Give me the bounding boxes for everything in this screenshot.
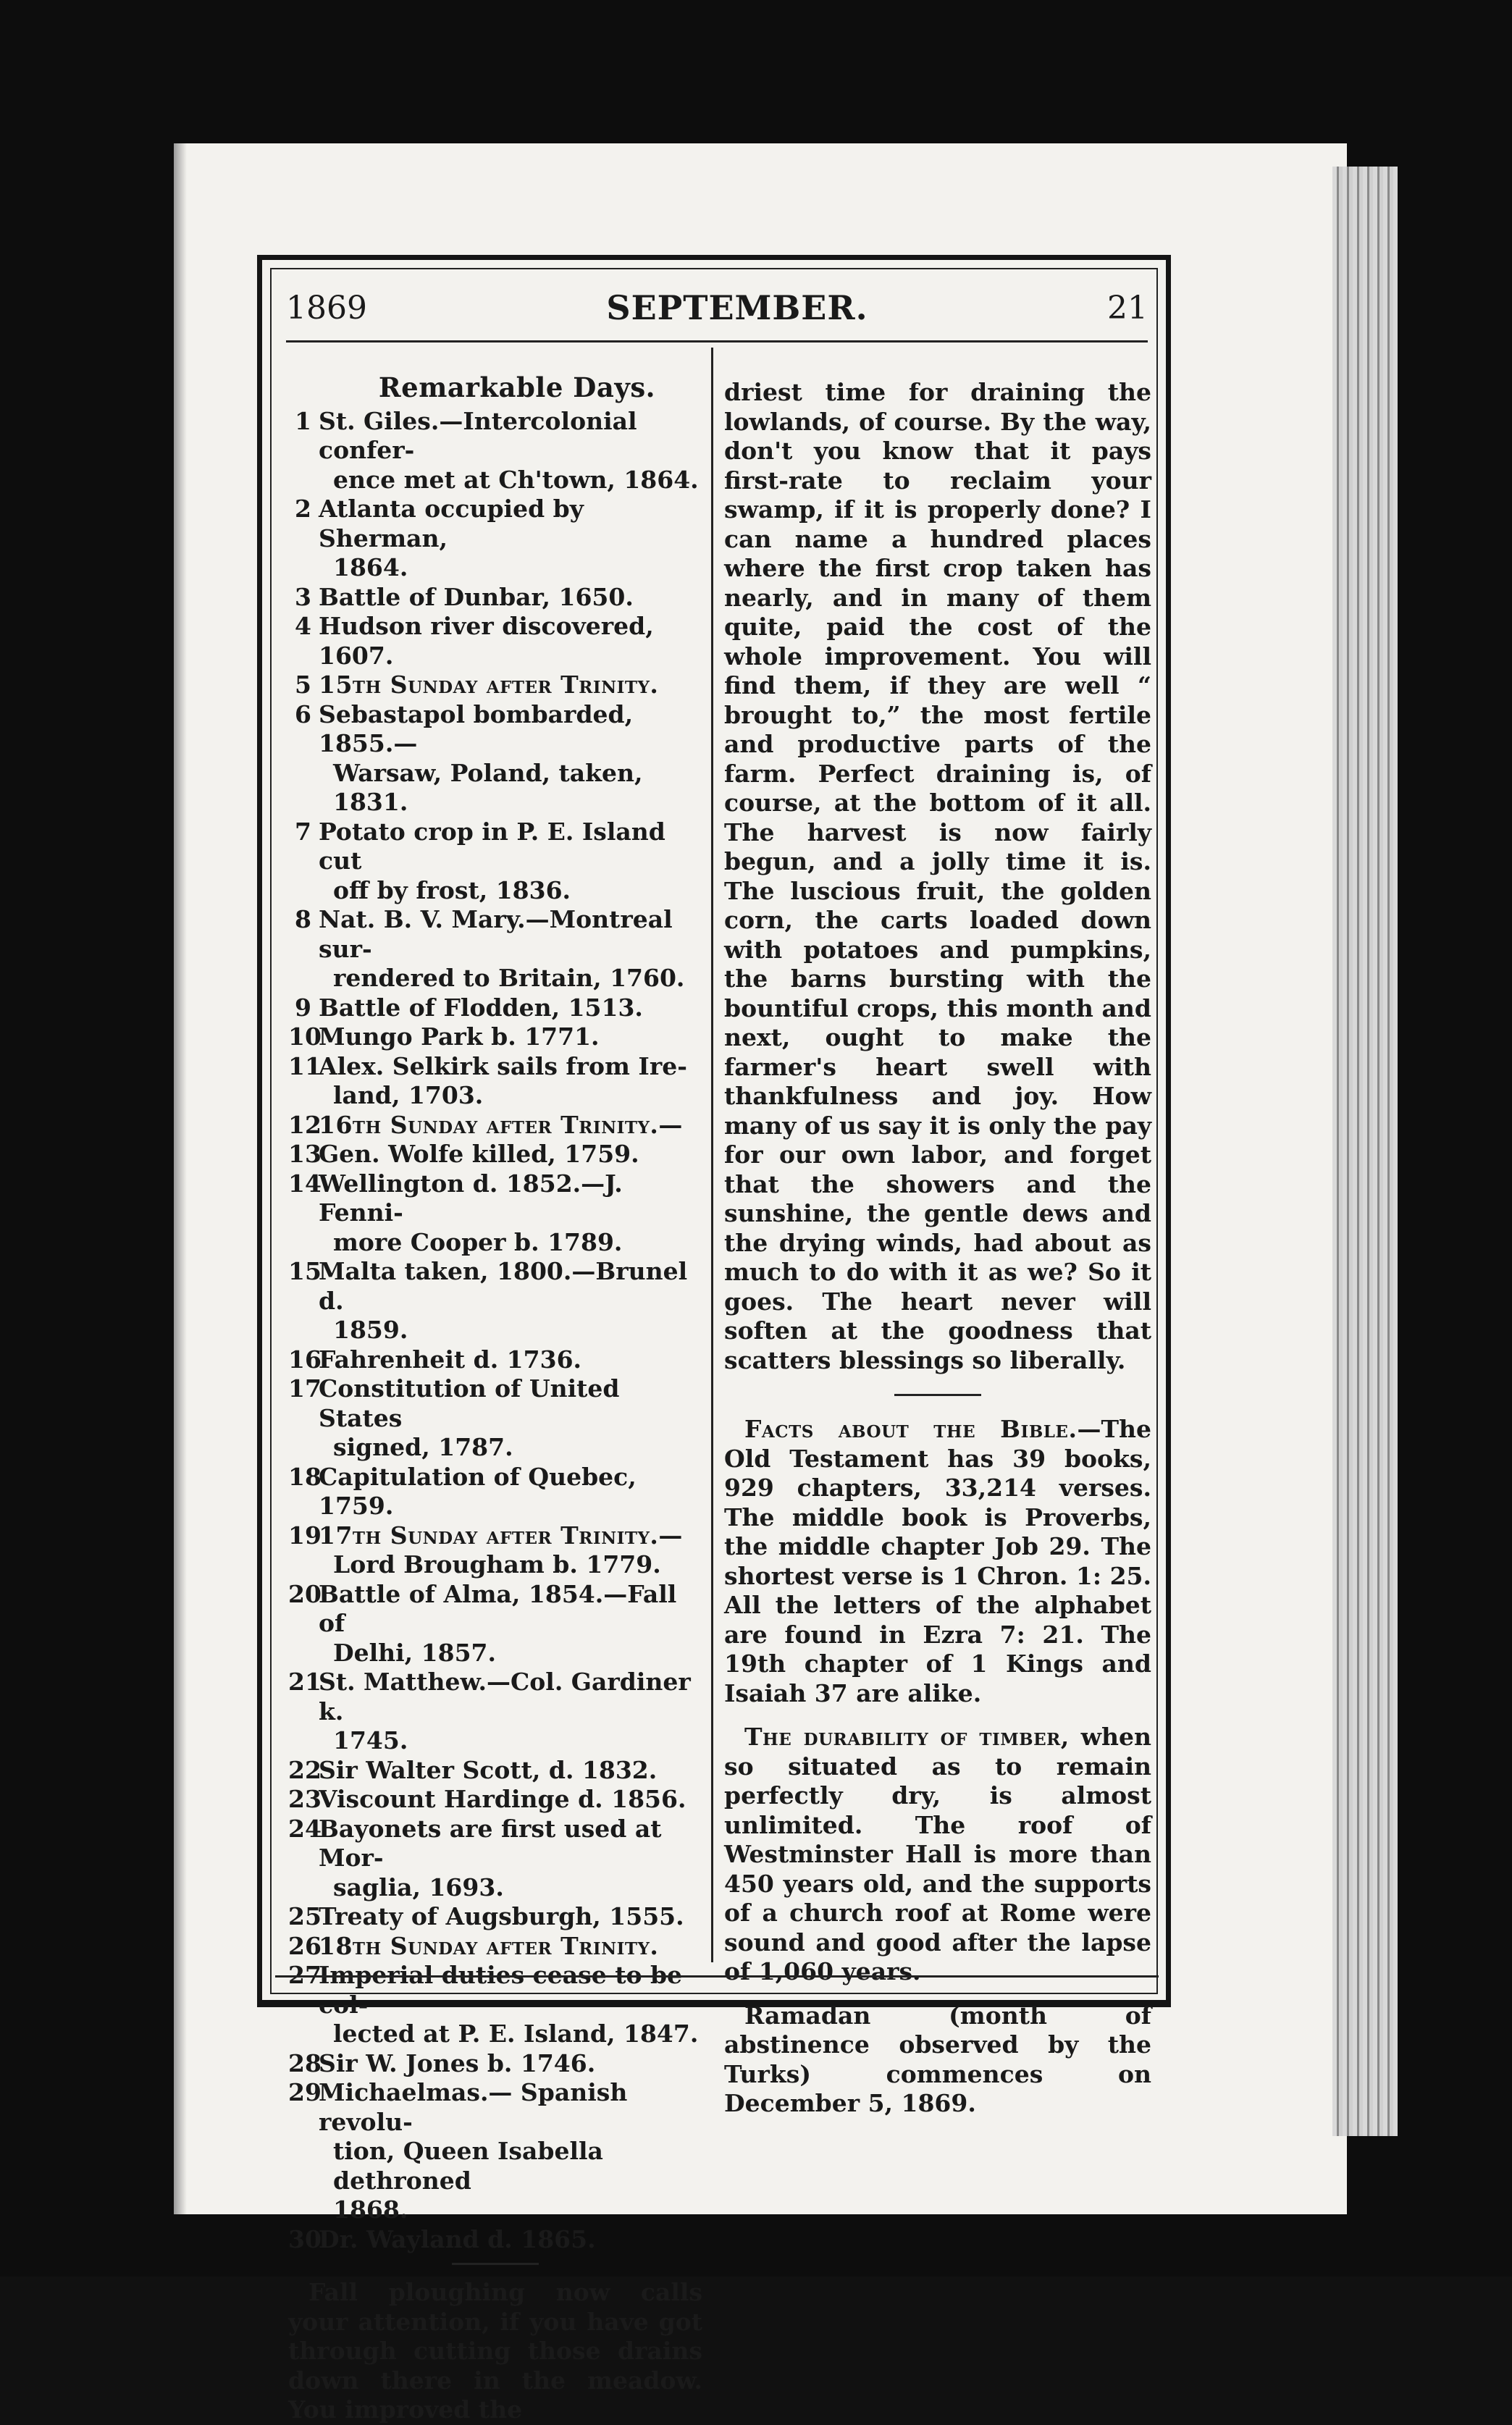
- day-text-line: land, 1703.: [333, 1081, 484, 1109]
- day-entry: [288, 1169, 702, 1258]
- day-text-line: Michaelmas.— Spanish revolu-: [319, 2078, 628, 2136]
- day-text-line: saglia, 1693.: [333, 1873, 504, 1901]
- day-entry: [288, 993, 702, 1023]
- day-number: 18: [288, 1462, 322, 1491]
- day-number: 22: [288, 1755, 322, 1784]
- header-month: SEPTEMBER.: [606, 288, 868, 327]
- day-text: [319, 1374, 702, 1463]
- day-entry: [288, 1932, 702, 1962]
- day-text-line: St. Giles.—Intercolonial confer-: [319, 406, 637, 464]
- day-text-line: Bayonets are first used at Mor-: [319, 1814, 662, 1872]
- bible-facts-title: Facts about the Bible.: [744, 1415, 1078, 1443]
- day-number: 14: [288, 1169, 322, 1198]
- day-entry: [288, 671, 702, 700]
- day-text-line: signed, 1787.: [333, 1433, 513, 1461]
- day-text-line: tion, Queen Isabella dethroned: [333, 2137, 603, 2195]
- day-entry: [288, 583, 702, 613]
- day-entry: [288, 818, 702, 906]
- day-text: [319, 1815, 702, 1903]
- day-number: 1: [295, 406, 311, 435]
- draining-paragraph: driest time for draining the lowlands, of course. By the way, don't you know that it pays first-rate to reclaim your swamp, if it is properly done? I can name a hundred places where the first crop taken has nearly, and in many of them quite, paid the cost of the whole improvement. You will find them, if they are well “ brought to,” the most fertile and productive parts of the farm. Perfect draining is, of course, at the bottom of it all. The harvest is now fairly begun, and a jolly time it is. The luscious fruit, the golden corn, the carts loaded down with potatoes and pumpkins, the barns bursting with the bountiful crops, this month and next, ought to make the farmer's heart swell with thankfulness and joy. How many of us say it is only the pay for our own labor, and forget that the showers and the sunshine, the gentle dews and the drying winds, had about as much to do with it as we? So it goes. The heart never will soften at the goodness that scatters blessings so liberally.: [724, 378, 1151, 1374]
- day-text-line: 1745.: [333, 1726, 408, 1754]
- day-number: 6: [295, 699, 311, 728]
- day-entry: [288, 2049, 702, 2079]
- day-entry: [288, 612, 702, 671]
- day-text: [319, 407, 702, 495]
- day-text-line: Lord Brougham b. 1779.: [333, 1550, 661, 1579]
- day-text: [319, 818, 702, 906]
- day-text-line: Wellington d. 1852.—J. Fenni-: [319, 1169, 623, 1227]
- day-text: [319, 612, 702, 671]
- day-text: [319, 671, 702, 700]
- day-text: [319, 1785, 702, 1815]
- day-text: [319, 1932, 702, 1962]
- day-number: 27: [288, 1961, 322, 1989]
- day-text-line: more Cooper b. 1789.: [333, 1227, 623, 1256]
- timber-title: The durability of timber,: [744, 1723, 1070, 1751]
- day-text-line: Warsaw, Poland, taken, 1831.: [333, 758, 643, 816]
- day-text: [319, 905, 702, 993]
- day-number: 7: [295, 817, 311, 846]
- day-text-line: lected at P. E. Island, 1847.: [333, 2020, 699, 2048]
- day-number: 5: [295, 671, 311, 699]
- day-text-line: Potato crop in P. E. Island cut: [319, 817, 665, 875]
- day-text: [319, 1111, 702, 1140]
- day-text-line: Delhi, 1857.: [333, 1638, 496, 1667]
- day-text-line: Battle of Flodden, 1513.: [319, 993, 643, 1022]
- day-text-line: Sebastapol bombarded, 1855.—: [319, 699, 634, 757]
- header-page-number: 21: [1106, 289, 1148, 327]
- section-rule: [894, 1394, 981, 1396]
- bible-facts-paragraph: [724, 1415, 1151, 1708]
- day-text-line: ence met at Ch'town, 1864.: [333, 465, 699, 494]
- day-number: 13: [288, 1140, 322, 1168]
- footer-rule: [275, 1975, 1159, 1978]
- ramadan-paragraph: Ramadan (month of abstinence observed by the Turks) commences on December 5, 1869.: [724, 2001, 1151, 2117]
- day-text: [319, 1521, 702, 1580]
- day-entry: [288, 700, 702, 818]
- day-number: 19: [288, 1521, 322, 1550]
- day-entry: [288, 1521, 702, 1580]
- day-text: [319, 1756, 702, 1786]
- day-number: 20: [288, 1579, 322, 1608]
- header-rule: [286, 340, 1148, 342]
- day-text-line: Capitulation of Quebec, 1759.: [319, 1462, 637, 1520]
- day-text-line: Treaty of Augsburgh, 1555.: [319, 1902, 684, 1930]
- day-entry: [288, 1022, 702, 1052]
- header-year: 1869: [286, 289, 367, 327]
- day-text: [319, 1668, 702, 1756]
- day-entry: [288, 495, 702, 583]
- day-number: 12: [288, 1110, 322, 1139]
- day-number: 29: [288, 2078, 322, 2106]
- day-entry: [288, 1140, 702, 1169]
- day-entry: [288, 407, 702, 495]
- day-text: [319, 1580, 702, 1668]
- day-entry: [288, 1668, 702, 1756]
- day-text-line: rendered to Britain, 1760.: [333, 964, 685, 992]
- day-number: 16: [288, 1345, 322, 1374]
- day-text: [319, 1902, 702, 1932]
- day-number: 17: [288, 1374, 322, 1403]
- day-text-line: Alex. Selkirk sails from Ire-: [319, 1051, 687, 1080]
- section-rule: [452, 2263, 539, 2265]
- timber-paragraph: [724, 1723, 1151, 1987]
- day-text-line: Dr. Wayland d. 1865.: [319, 2224, 596, 2253]
- page-header: [286, 279, 1148, 337]
- day-number: 23: [288, 1785, 322, 1813]
- day-text-line: 18th Sunday after Trinity.: [319, 1931, 659, 1960]
- day-text: [319, 2049, 702, 2079]
- day-text: [319, 495, 702, 583]
- day-number: 28: [288, 2048, 322, 2077]
- timber-text: when so situated as to remain perfectly dry, is almost unlimited. The roof of Westminster Hall is more than 450 years old, and the supports of a church roof at Rome were sound and good after the lapse of 1,060 years.: [724, 1723, 1151, 1985]
- day-text-line: 1864.: [333, 553, 408, 581]
- day-text-line: 15th Sunday after Trinity.: [319, 671, 659, 699]
- day-text-line: Nat. B. V. Mary.—Montreal sur-: [319, 905, 673, 963]
- day-entry: [288, 1785, 702, 1815]
- day-entry: [288, 1815, 702, 1903]
- day-number: 15: [288, 1257, 322, 1285]
- column-divider: [711, 348, 713, 1962]
- day-number: 2: [295, 495, 311, 523]
- day-text-line: Battle of Dunbar, 1650.: [319, 582, 634, 611]
- day-text-line: Imperial duties cease to be col-: [319, 1961, 683, 2019]
- day-entry: [288, 1111, 702, 1140]
- fall-ploughing-paragraph: Fall ploughing now calls your attention, if you have got through cutting those drains down there in the meadow. You improved the: [288, 2278, 702, 2424]
- day-entry: [288, 1257, 702, 1345]
- day-text: [319, 700, 702, 818]
- day-text-line: 1859.: [333, 1316, 408, 1344]
- page-gutter-shadow: [174, 143, 187, 2214]
- day-text-line: off by frost, 1836.: [333, 875, 571, 904]
- day-text-line: 1868.: [333, 2195, 408, 2224]
- footer-border: [261, 2000, 1169, 2005]
- day-text-line: Malta taken, 1800.—Brunel d.: [319, 1257, 688, 1315]
- day-entry: [288, 1052, 702, 1111]
- day-entry: [288, 2225, 702, 2255]
- day-text-line: Hudson river discovered, 1607.: [319, 612, 654, 670]
- day-entry: [288, 1756, 702, 1786]
- day-text-line: Battle of Alma, 1854.—Fall of: [319, 1579, 677, 1637]
- day-text: [319, 1169, 702, 1258]
- day-text-line: 16th Sunday after Trinity.—: [319, 1110, 683, 1139]
- day-number: 30: [288, 2224, 322, 2253]
- day-number: 25: [288, 1902, 322, 1930]
- day-entry: [288, 1580, 702, 1668]
- day-text: [319, 1140, 702, 1169]
- left-column: [288, 373, 702, 2425]
- day-text: [319, 1345, 702, 1375]
- day-entry: [288, 1902, 702, 1932]
- day-entry: [288, 905, 702, 993]
- day-text-line: Fahrenheit d. 1736.: [319, 1345, 582, 1374]
- day-text: [319, 1052, 702, 1111]
- day-text-line: Sir Walter Scott, d. 1832.: [319, 1755, 658, 1784]
- day-text-line: Gen. Wolfe killed, 1759.: [319, 1140, 639, 1168]
- day-text: [319, 2225, 702, 2255]
- day-number: 21: [288, 1668, 322, 1696]
- day-text: [319, 583, 702, 613]
- bible-facts-text: —The Old Testament has 39 books, 929 chapters, 33,214 verses. The middle book is Proverbs, the middle chapter Job 29. The shortest verse is 1 Chron. 1: 25. All the letters of the alphabet are found in Ezra 7: 21. The 19th chapter of 1 Kings and Isaiah 37 are alike.: [724, 1415, 1151, 1707]
- page-edges: [1332, 167, 1398, 2136]
- day-number: 8: [295, 905, 311, 933]
- day-text-line: Mungo Park b. 1771.: [319, 1022, 600, 1051]
- day-number: 4: [295, 612, 311, 640]
- day-number: 10: [288, 1022, 322, 1051]
- day-number: 9: [295, 993, 311, 1022]
- day-text-line: 17th Sunday after Trinity.—: [319, 1521, 683, 1550]
- day-text: [319, 2078, 702, 2225]
- day-number: 3: [295, 582, 311, 611]
- day-text: [319, 1257, 702, 1345]
- day-number: 26: [288, 1931, 322, 1960]
- day-text: [319, 1463, 702, 1521]
- day-text: [319, 993, 702, 1023]
- day-entry: [288, 2078, 702, 2225]
- day-text-line: Atlanta occupied by Sherman,: [319, 495, 584, 552]
- day-text: [319, 1022, 702, 1052]
- day-entry: [288, 1374, 702, 1463]
- day-entry: [288, 1345, 702, 1375]
- day-number: 24: [288, 1814, 322, 1843]
- remarkable-days-heading: Remarkable Days.: [378, 371, 656, 403]
- day-text-line: Viscount Hardinge d. 1856.: [319, 1785, 686, 1813]
- day-number: 11: [288, 1051, 322, 1080]
- day-text-line: Sir W. Jones b. 1746.: [319, 2048, 596, 2077]
- right-column: [724, 378, 1151, 2119]
- day-text-line: Constitution of United States: [319, 1374, 620, 1432]
- day-entry: [288, 1463, 702, 1521]
- day-text-line: St. Matthew.—Col. Gardiner k.: [319, 1668, 691, 1726]
